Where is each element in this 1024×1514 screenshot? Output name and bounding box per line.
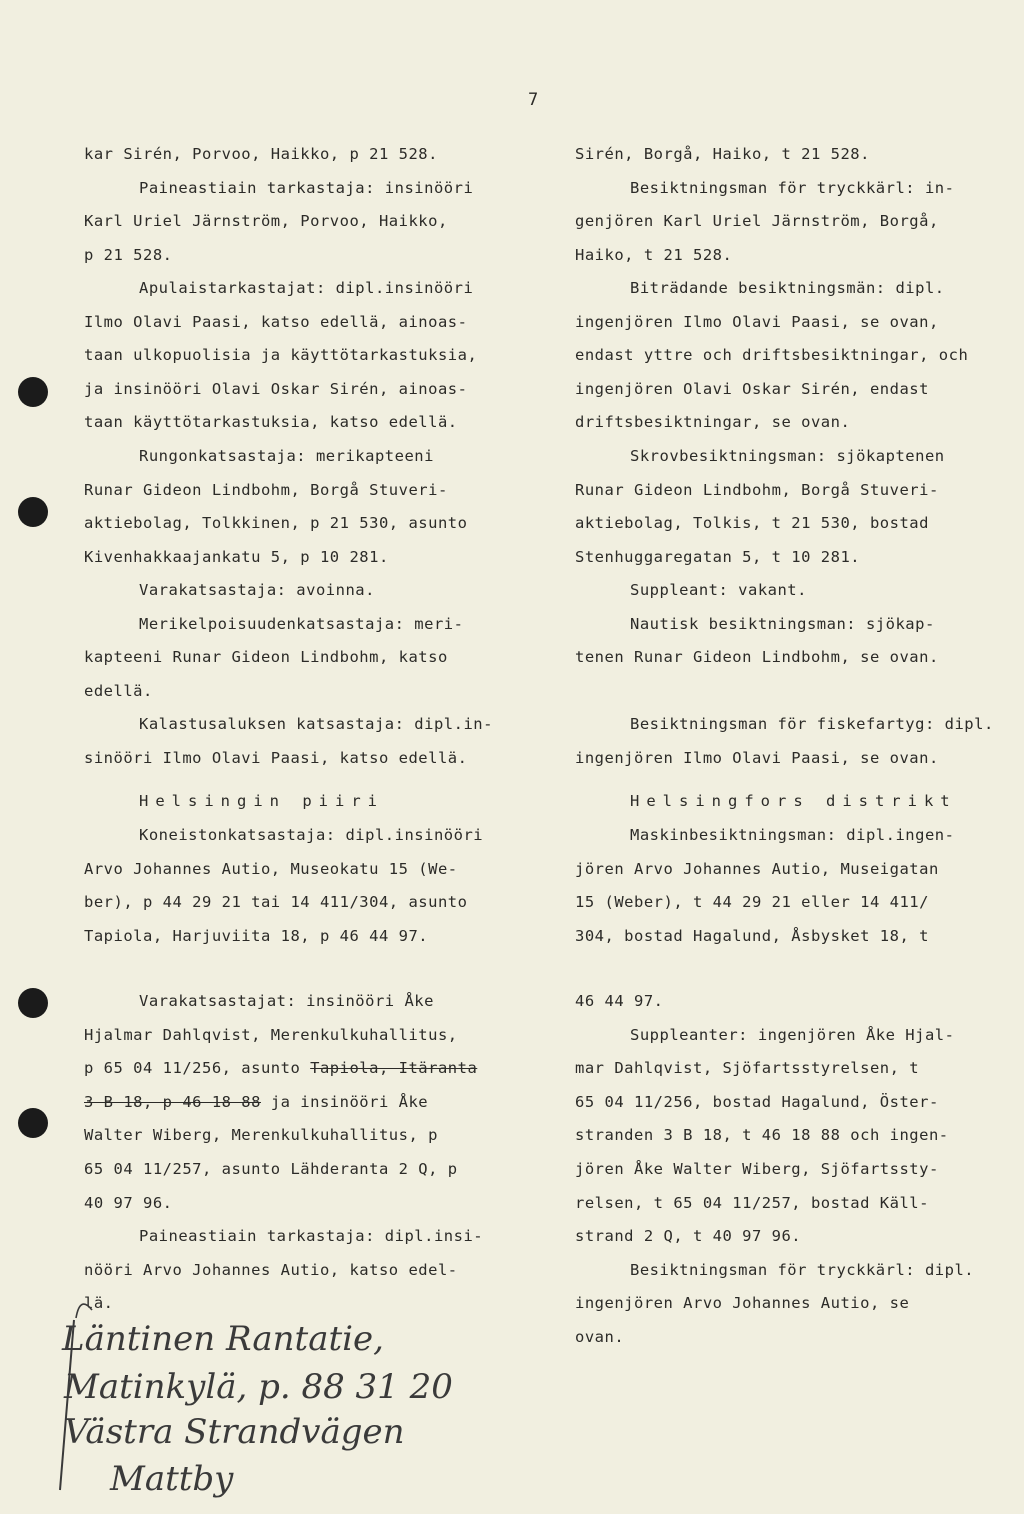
finnish-text-line: Tapiola, Harjuviita 18, p 46 44 97. <box>84 926 429 945</box>
finnish-text-line: Paineastiain tarkastaja: dipl.insi- <box>139 1227 484 1246</box>
binder-hole <box>18 377 48 407</box>
swedish-text-line: tenen Runar Gideon Lindbohm, se ovan. <box>575 648 939 667</box>
swedish-text-line: genjören Karl Uriel Järnström, Borgå, <box>575 212 939 231</box>
swedish-text-line: ingenjören Arvo Johannes Autio, se <box>575 1294 910 1313</box>
swedish-text-line: stranden 3 B 18, t 46 18 88 och ingen- <box>575 1126 949 1145</box>
swedish-text-line: Maskinbesiktningsman: dipl.ingen- <box>630 826 955 844</box>
finnish-text-line: p 65 04 11/256, asunto Tapiola, Itäranta <box>84 1059 478 1078</box>
finnish-text-line: 65 04 11/257, asunto Lähderanta 2 Q, p <box>84 1159 458 1178</box>
finnish-text-line: Hjalmar Dahlqvist, Merenkulkuhallitus, <box>84 1025 458 1044</box>
finnish-text-line: Ilmo Olavi Paasi, katso edellä, ainoas- <box>84 312 468 331</box>
finnish-text-line: Koneistonkatsastaja: dipl.insinööri <box>139 826 484 844</box>
finnish-text-line: Varakatsastaja: avoinna. <box>139 581 375 600</box>
handwritten-line-1: Läntinen Rantatie, <box>62 1319 384 1359</box>
binder-hole <box>18 497 48 527</box>
swedish-text-line: jören Arvo Johannes Autio, Museigatan <box>575 859 939 878</box>
finnish-text-line: ja insinööri Olavi Oskar Sirén, ainoas- <box>84 379 468 398</box>
swedish-text-line: Nautisk besiktningsman: sjökap- <box>630 614 935 633</box>
swedish-text-line: Haiko, t 21 528. <box>575 245 733 264</box>
finnish-text-line: ber), p 44 29 21 tai 14 411/304, asunto <box>84 893 468 912</box>
finnish-text-line: edellä. <box>84 681 153 700</box>
finnish-text-line: Arvo Johannes Autio, Museokatu 15 (We- <box>84 859 458 878</box>
swedish-text-line: Helsingfors distrikt <box>630 792 957 811</box>
swedish-text-line: Skrovbesiktningsman: sjökaptenen <box>630 446 945 465</box>
binder-hole <box>18 988 48 1018</box>
finnish-text-line: Merikelpoisuudenkatsastaja: meri- <box>139 614 464 633</box>
swedish-text-line: Suppleanter: ingenjören Åke Hjal- <box>630 1025 955 1044</box>
swedish-text-line: endast yttre och driftsbesiktningar, och <box>575 346 969 365</box>
finnish-text-line: Apulaistarkastajat: dipl.insinööri <box>139 279 474 298</box>
finnish-text-line: taan ulkopuolisia ja käyttötarkastuksia, <box>84 346 478 365</box>
finnish-text-line: taan käyttötarkastuksia, katso edellä. <box>84 413 458 432</box>
swedish-text-line: Runar Gideon Lindbohm, Borgå Stuveri- <box>575 480 939 499</box>
finnish-text-line: p 21 528. <box>84 245 173 264</box>
swedish-text-line: Stenhuggaregatan 5, t 10 281. <box>575 547 861 566</box>
swedish-text-line: Besiktningsman för tryckkärl: dipl. <box>630 1260 975 1279</box>
swedish-text-line: ingenjören Ilmo Olavi Paasi, se ovan. <box>575 748 939 767</box>
finnish-text-line: nööri Arvo Johannes Autio, katso edel- <box>84 1260 458 1279</box>
finnish-text-line: Kalastusaluksen katsastaja: dipl.in- <box>139 715 493 734</box>
swedish-text-line: mar Dahlqvist, Sjöfartsstyrelsen, t <box>575 1059 920 1078</box>
finnish-text-line: kapteeni Runar Gideon Lindbohm, katso <box>84 648 448 667</box>
handwritten-line-4: Mattby <box>110 1459 234 1499</box>
handwritten-line-2: Matinkylä, p. 88 31 20 <box>64 1367 453 1407</box>
swedish-text-line: Besiktningsman för fiskefartyg: dipl. <box>630 715 994 734</box>
finnish-text-line: Karl Uriel Järnström, Porvoo, Haikko, <box>84 212 448 231</box>
swedish-text-line: 46 44 97. <box>575 992 664 1011</box>
swedish-text-line: ovan. <box>575 1327 625 1346</box>
finnish-text-line: lä. <box>84 1294 114 1313</box>
swedish-text-line: jören Åke Walter Wiberg, Sjöfartssty- <box>575 1159 939 1178</box>
finnish-text-line: sinööri Ilmo Olavi Paasi, katso edellä. <box>84 748 468 767</box>
swedish-text-line: Sirén, Borgå, Haiko, t 21 528. <box>575 145 870 163</box>
swedish-text-line: 304, bostad Hagalund, Åsbysket 18, t <box>575 926 929 945</box>
swedish-text-line: 65 04 11/256, bostad Hagalund, Öster- <box>575 1092 939 1111</box>
swedish-text-line: ingenjören Ilmo Olavi Paasi, se ovan, <box>575 312 939 331</box>
page-number: 7 <box>528 90 539 110</box>
finnish-text-line: Walter Wiberg, Merenkulkuhallitus, p <box>84 1126 438 1145</box>
handwritten-line-3: Västra Strandvägen <box>64 1412 405 1452</box>
swedish-text-line: Biträdande besiktningsmän: dipl. <box>630 279 945 298</box>
finnish-text-line: kar Sirén, Porvoo, Haikko, p 21 528. <box>84 145 438 163</box>
finnish-text-line: aktiebolag, Tolkkinen, p 21 530, asunto <box>84 514 468 533</box>
swedish-text-line: Suppleant: vakant. <box>630 581 807 600</box>
swedish-text-line: 15 (Weber), t 44 29 21 eller 14 411/ <box>575 893 929 912</box>
swedish-text-line: Besiktningsman för tryckkärl: in- <box>630 178 955 197</box>
finnish-text-line: Kivenhakkaajankatu 5, p 10 281. <box>84 547 389 566</box>
finnish-text-line: 40 97 96. <box>84 1193 173 1212</box>
swedish-text-line: aktiebolag, Tolkis, t 21 530, bostad <box>575 514 929 533</box>
finnish-text-line: Runar Gideon Lindbohm, Borgå Stuveri- <box>84 480 448 499</box>
finnish-text-line: Paineastiain tarkastaja: insinööri <box>139 178 474 197</box>
swedish-text-line: relsen, t 65 04 11/257, bostad Käll- <box>575 1193 929 1212</box>
handwritten-note <box>52 1300 532 1500</box>
swedish-text-line: driftsbesiktningar, se ovan. <box>575 413 851 432</box>
swedish-text-line: strand 2 Q, t 40 97 96. <box>575 1227 802 1246</box>
finnish-text-line: Helsingin piiri <box>139 792 384 811</box>
finnish-text-line: Varakatsastajat: insinööri Åke <box>139 992 434 1011</box>
binder-hole <box>18 1108 48 1138</box>
finnish-text-line: 3 B 18, p 46 18 88 ja insinööri Åke <box>84 1092 429 1111</box>
finnish-text-line: Rungonkatsastaja: merikapteeni <box>139 446 434 465</box>
swedish-text-line: ingenjören Olavi Oskar Sirén, endast <box>575 379 929 398</box>
pen-stroke <box>76 1304 92 1318</box>
